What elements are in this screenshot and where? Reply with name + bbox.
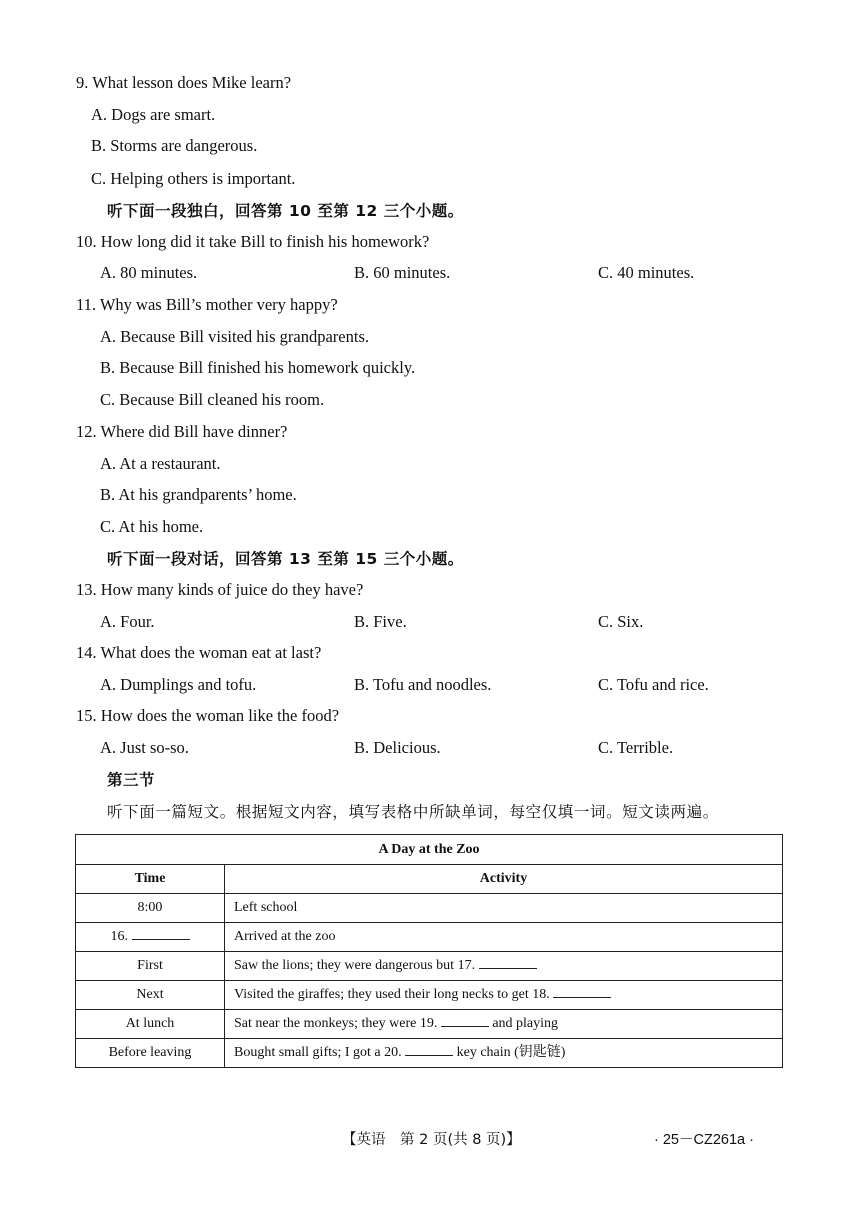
question-11: 11. Why was Bill’s mother very happy? — [76, 295, 338, 314]
option-13a: A. Four. — [100, 612, 155, 631]
option-12a: A. At a restaurant. — [100, 454, 221, 473]
instruction-monologue: 听下面一段独白，回答第 10 至第 12 三个小题。 — [107, 202, 464, 220]
option-12b: B. At his grandparents’ home. — [100, 485, 297, 504]
activity-cell: Arrived at the zoo — [225, 923, 783, 952]
table-row — [76, 981, 783, 1010]
option-14b: B. Tofu and noodles. — [354, 675, 492, 694]
time-cell — [76, 923, 225, 952]
question-10: 10. How long did it take Bill to finish his homework? — [76, 232, 430, 251]
activity-text: Sat near the monkeys; they were 19. — [234, 1016, 438, 1031]
activity-cell: Left school — [225, 894, 783, 923]
blank-19[interactable] — [441, 1012, 489, 1027]
activity-cell — [225, 952, 783, 981]
page-footer: 【英语 第 2 页(共 8 页)】 — [342, 1132, 521, 1148]
option-13b: B. Five. — [354, 612, 407, 631]
time-cell: Next — [76, 981, 225, 1010]
time-cell: First — [76, 952, 225, 981]
activity-text-after: key chain (钥匙链) — [456, 1045, 566, 1060]
option-15c: C. Terrible. — [598, 738, 674, 757]
blank-18[interactable] — [553, 983, 611, 998]
blank-16-label: 16. — [110, 929, 128, 944]
option-12c: C. At his home. — [100, 517, 204, 536]
question-15: 15. How does the woman like the food? — [76, 706, 340, 725]
option-10c: C. 40 minutes. — [598, 263, 695, 282]
blank-17[interactable] — [479, 954, 537, 969]
table-row — [76, 923, 783, 952]
activity-cell — [225, 981, 783, 1010]
question-13: 13. How many kinds of juice do they have? — [76, 580, 364, 599]
activity-text: Bought small gifts; I got a 20. — [234, 1045, 402, 1060]
option-14c: C. Tofu and rice. — [598, 675, 709, 694]
time-cell: At lunch — [76, 1010, 225, 1039]
option-10b: B. 60 minutes. — [354, 263, 451, 282]
question-9: 9. What lesson does Mike learn? — [76, 73, 292, 92]
column-header-time: Time — [76, 865, 225, 894]
activity-cell — [225, 1039, 783, 1068]
option-14a: A. Dumplings and tofu. — [100, 675, 257, 694]
table-row — [76, 952, 783, 981]
option-13c: C. Six. — [598, 612, 644, 631]
activity-text: Visited the giraffes; they used their long necks to get 18. — [234, 987, 550, 1002]
time-cell: 8:00 — [76, 894, 225, 923]
option-15a: A. Just so-so. — [100, 738, 189, 757]
time-cell: Before leaving — [76, 1039, 225, 1068]
blank-20[interactable] — [405, 1041, 453, 1056]
column-header-activity: Activity — [225, 865, 783, 894]
table-row — [76, 1039, 783, 1068]
zoo-table — [75, 834, 783, 1068]
option-11c: C. Because Bill cleaned his room. — [100, 390, 325, 409]
activity-cell — [225, 1010, 783, 1039]
option-11b: B. Because Bill finished his homework quickly. — [100, 358, 416, 377]
option-9c: C. Helping others is important. — [91, 169, 296, 188]
table-row — [76, 1010, 783, 1039]
option-15b: B. Delicious. — [354, 738, 441, 757]
table-title: A Day at the Zoo — [76, 835, 783, 865]
instruction-dialogue: 听下面一段对话，回答第 13 至第 15 三个小题。 — [107, 550, 464, 568]
question-12: 12. Where did Bill have dinner? — [76, 422, 288, 441]
exam-code: · 25－CZ261a · — [654, 1132, 754, 1148]
blank-16[interactable] — [132, 925, 190, 940]
option-10a: A. 80 minutes. — [100, 263, 198, 282]
option-9b: B. Storms are dangerous. — [91, 136, 258, 155]
option-9a: A. Dogs are smart. — [91, 105, 216, 124]
activity-text-after: and playing — [492, 1016, 559, 1031]
section-heading: 第三节 — [107, 771, 156, 789]
question-14: 14. What does the woman eat at last? — [76, 643, 322, 662]
activity-text: Saw the lions; they were dangerous but 17. — [234, 958, 476, 973]
section-instructions: 听下面一篇短文。根据短文内容，填写表格中所缺单词，每空仅填一词。短文读两遍。 — [107, 803, 719, 821]
table-row — [76, 894, 783, 923]
option-11a: A. Because Bill visited his grandparents. — [100, 327, 369, 346]
